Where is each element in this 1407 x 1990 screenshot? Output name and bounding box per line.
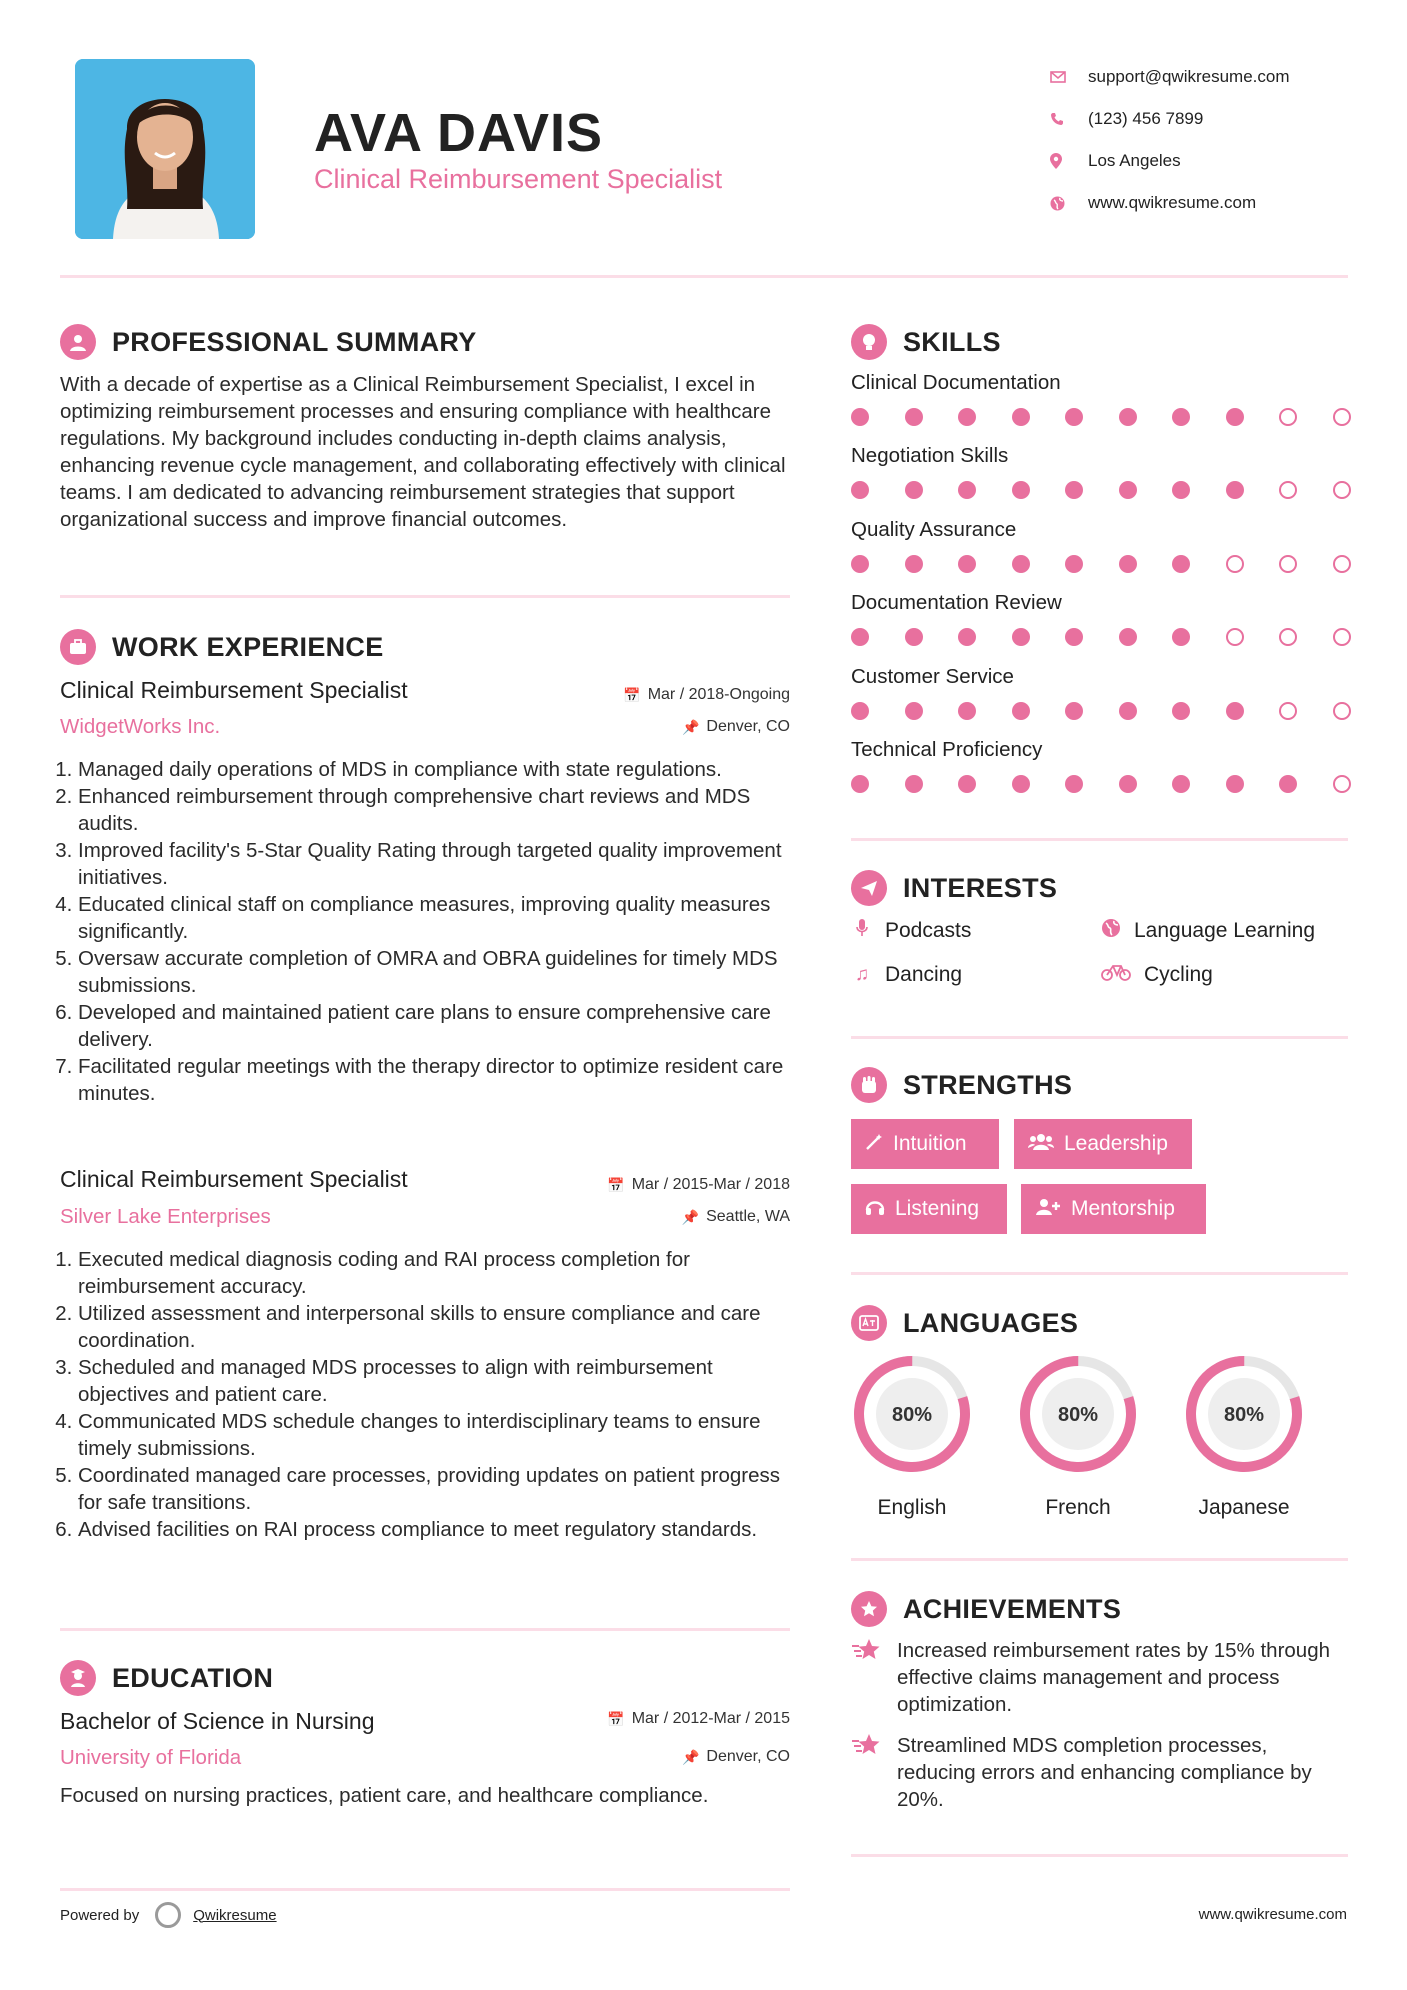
list-item: 7. Facilitated regular meetings with the therapy director to optimize resident care minutes. <box>78 1053 790 1107</box>
skill-name: Documentation Review <box>851 591 1062 615</box>
language-item <box>1182 1352 1306 1520</box>
candidate-role: Clinical Reimbursement Specialist <box>314 164 723 194</box>
job-2-location <box>480 1208 790 1226</box>
languages-divider <box>851 1558 1348 1561</box>
headphones-icon <box>865 1198 885 1221</box>
languages-title: LANGUAGES <box>903 1307 1079 1338</box>
skills-heading <box>851 324 1001 360</box>
skill-rating <box>851 775 1386 793</box>
achievements-heading <box>851 1591 1121 1627</box>
job-2-date-text: Mar / 2015-Mar / 2018 <box>631 1176 790 1193</box>
rating-dot-filled <box>958 408 976 426</box>
rating-dot-filled <box>1226 408 1244 426</box>
job-2-company: Silver Lake Enterprises <box>60 1205 271 1228</box>
strengths-title: STRENGTHS <box>903 1069 1073 1100</box>
calendar-icon: 📅 <box>623 686 641 703</box>
rating-dot-filled <box>1119 702 1137 720</box>
interest-label: Podcasts <box>885 919 972 942</box>
contact-list <box>1050 56 1380 224</box>
pushpin-icon: 📌 <box>681 718 700 735</box>
strength-label: Intuition <box>893 1132 967 1155</box>
interest-cycling <box>1100 963 1213 987</box>
contact-website-text: www.qwikresume.com <box>1088 193 1257 212</box>
interests-heading <box>851 870 1057 906</box>
experience-heading <box>60 629 384 665</box>
briefcase-icon <box>60 629 96 665</box>
star-badge-icon <box>851 1591 887 1627</box>
rating-dot-filled <box>958 481 976 499</box>
experience-title: WORK EXPERIENCE <box>112 631 384 662</box>
strengths-heading <box>851 1067 1072 1103</box>
strengths-divider <box>851 1272 1348 1275</box>
education-location <box>480 1748 790 1766</box>
achievements-divider <box>851 1854 1348 1857</box>
strength-label: Leadership <box>1064 1132 1168 1155</box>
experience-divider <box>60 1628 790 1631</box>
rating-dot-filled <box>851 408 869 426</box>
education-location-text: Denver, CO <box>706 1748 790 1765</box>
rating-dot-filled <box>1065 555 1083 573</box>
list-item: 4. Communicated MDS schedule changes to interdisciplinary teams to ensure timely submissions. <box>78 1408 790 1462</box>
contact-phone-text: (123) 456 7899 <box>1088 109 1204 128</box>
strength-chip-leadership <box>1014 1119 1192 1169</box>
rating-dot-filled <box>1172 555 1190 573</box>
rating-dot-filled <box>958 775 976 793</box>
job-1-title: Clinical Reimbursement Specialist <box>60 677 408 703</box>
list-item: 3. Improved facility's 5-Star Quality Rating through targeted quality improvement initiatives. <box>78 837 790 891</box>
education-date <box>480 1710 790 1728</box>
rating-dot-filled <box>1065 408 1083 426</box>
job-1-date-text: Mar / 2018-Ongoing <box>647 686 790 703</box>
strength-chip-mentorship <box>1021 1184 1206 1234</box>
rating-dot-filled <box>1012 775 1030 793</box>
list-item: 1. Executed medical diagnosis coding and RAI process completion for reimbursement accuracy. <box>78 1246 790 1300</box>
calendar-icon: 📅 <box>607 1710 625 1727</box>
rating-dot-empty <box>1333 481 1351 499</box>
envelope-icon <box>1050 71 1088 83</box>
rating-dot-empty <box>1279 702 1297 720</box>
achievement-item-2 <box>851 1732 1348 1813</box>
list-item: 6. Developed and maintained patient care plans to ensure comprehensive care delivery. <box>78 999 790 1053</box>
education-title: EDUCATION <box>112 1662 274 1693</box>
globe-icon <box>1050 196 1088 211</box>
footer-powered-by <box>60 1902 277 1928</box>
rating-dot-filled <box>1226 702 1244 720</box>
interests-divider <box>851 1036 1348 1039</box>
skill-name: Customer Service <box>851 664 1014 688</box>
qwikresume-logo-icon <box>155 1902 181 1928</box>
language-item <box>850 1352 974 1520</box>
powered-by-text: Powered by <box>60 1906 140 1924</box>
star-icon <box>851 1732 897 1813</box>
list-item: 2. Enhanced reimbursement through comprehensive chart reviews and MDS audits. <box>78 783 790 837</box>
rating-dot-filled <box>1012 628 1030 646</box>
interest-dancing <box>851 963 962 987</box>
interest-label: Cycling <box>1144 963 1213 986</box>
graduate-icon <box>60 1660 96 1696</box>
pushpin-icon: 📌 <box>681 1748 700 1765</box>
language-icon <box>851 1305 887 1341</box>
rating-dot-empty <box>1279 555 1297 573</box>
education-date-text: Mar / 2012-Mar / 2015 <box>631 1710 790 1727</box>
strength-chip-listening <box>851 1184 1007 1234</box>
contact-phone[interactable] <box>1050 98 1380 140</box>
rating-dot-empty <box>1226 555 1244 573</box>
rating-dot-empty <box>1333 408 1351 426</box>
rating-dot-filled <box>1226 481 1244 499</box>
user-plus-icon <box>1035 1198 1061 1221</box>
rating-dot-filled <box>905 702 923 720</box>
rating-dot-filled <box>905 408 923 426</box>
skills-title: SKILLS <box>903 326 1001 357</box>
phone-icon <box>1050 112 1088 126</box>
list-item: 2. Utilized assessment and interpersonal skills to ensure compliance and care coordination. <box>78 1300 790 1354</box>
achievement-text: Streamlined MDS completion processes, reducing errors and enhancing compliance by 20%. <box>897 1734 1312 1811</box>
bicycle-icon <box>1100 963 1132 987</box>
rating-dot-filled <box>1172 702 1190 720</box>
language-ring <box>1016 1352 1140 1476</box>
rating-dot-filled <box>1012 481 1030 499</box>
interest-label: Language Learning <box>1134 919 1316 942</box>
job-2-items <box>60 1246 790 1543</box>
rating-dot-empty <box>1333 775 1351 793</box>
contact-email[interactable] <box>1050 56 1380 98</box>
education-school: University of Florida <box>60 1746 242 1769</box>
job-2-location-text: Seattle, WA <box>706 1208 790 1225</box>
pushpin-icon: 📌 <box>681 1208 700 1225</box>
rating-dot-empty <box>1279 408 1297 426</box>
job-1-location-text: Denver, CO <box>706 718 790 735</box>
rating-dot-filled <box>1065 628 1083 646</box>
skill-rating <box>851 555 1386 573</box>
fist-icon <box>851 1067 887 1103</box>
job-1-company: WidgetWorks Inc. <box>60 715 221 738</box>
strength-label: Mentorship <box>1071 1197 1175 1220</box>
language-percent: 80% <box>891 1404 933 1426</box>
rating-dot-filled <box>1012 408 1030 426</box>
education-divider <box>60 1888 790 1891</box>
skill-name: Negotiation Skills <box>851 444 1009 468</box>
star-icon <box>851 1637 897 1718</box>
skill-name: Technical Proficiency <box>851 738 1043 761</box>
summary-text: With a decade of expertise as a Clinical Reimbursement Specialist, I excel in optimizing reimbursement processes and ensuring compliance with healthcare regulations. My background includes conducting in-depth claims analysis, enhancing revenue cycle management, and collaborating effectively with clinical teams. I am dedicated to advancing reimbursement strategies that support organizational success and improve financial outcomes. <box>60 373 786 531</box>
education-heading <box>60 1660 273 1696</box>
rating-dot-empty <box>1279 481 1297 499</box>
contact-email-text: support@qwikresume.com <box>1088 67 1290 86</box>
summary-heading <box>60 324 477 360</box>
rating-dot-empty <box>1279 628 1297 646</box>
job-2-title: Clinical Reimbursement Specialist <box>60 1166 408 1192</box>
music-note-icon: ♫ <box>854 964 870 985</box>
rating-dot-filled <box>1119 481 1137 499</box>
rating-dot-filled <box>958 628 976 646</box>
rating-dot-filled <box>1119 628 1137 646</box>
lightbulb-icon <box>851 324 887 360</box>
rating-dot-filled <box>1172 628 1190 646</box>
language-percent: 80% <box>1057 1404 1099 1426</box>
rating-dot-filled <box>1012 702 1030 720</box>
profile-photo <box>75 59 255 239</box>
rating-dot-filled <box>1172 408 1190 426</box>
rating-dot-filled <box>1172 775 1190 793</box>
rating-dot-filled <box>1065 481 1083 499</box>
rating-dot-filled <box>1119 555 1137 573</box>
rating-dot-filled <box>905 481 923 499</box>
rating-dot-filled <box>905 775 923 793</box>
achievement-text: Increased reimbursement rates by 15% through effective claims management and process optimization. <box>897 1639 1331 1716</box>
rating-dot-filled <box>958 555 976 573</box>
calendar-icon: 📅 <box>607 1176 625 1193</box>
language-ring <box>1182 1352 1306 1476</box>
list-item: 5. Coordinated managed care processes, providing updates on patient progress for safe transitions. <box>78 1462 790 1516</box>
list-item: 1. Managed daily operations of MDS in compliance with state regulations. <box>78 756 790 783</box>
rating-dot-filled <box>1012 555 1030 573</box>
rating-dot-filled <box>1119 775 1137 793</box>
location-pin-icon <box>1050 153 1088 169</box>
rating-dot-filled <box>1065 702 1083 720</box>
rating-dot-filled <box>1279 775 1297 793</box>
languages-heading <box>851 1305 1078 1341</box>
language-name: French <box>1045 1496 1111 1519</box>
skill-rating <box>851 628 1386 646</box>
rating-dot-filled <box>1065 775 1083 793</box>
rating-dot-filled <box>1119 408 1137 426</box>
rating-dot-filled <box>905 628 923 646</box>
contact-location <box>1050 140 1380 182</box>
skill-rating <box>851 702 1386 720</box>
education-text: Focused on nursing practices, patient care, and healthcare compliance. <box>60 1784 709 1807</box>
rating-dot-filled <box>851 481 869 499</box>
strength-label: Listening <box>895 1197 980 1220</box>
job-1-location <box>480 718 790 736</box>
strength-chip-intuition <box>851 1119 999 1169</box>
footer-site-link[interactable]: www.qwikresume.com <box>1198 1906 1347 1923</box>
users-icon <box>1028 1133 1054 1156</box>
skill-rating <box>851 408 1386 426</box>
rating-dot-filled <box>851 555 869 573</box>
language-percent: 80% <box>1223 1404 1265 1426</box>
rating-dot-empty <box>1226 628 1244 646</box>
magic-wand-icon <box>865 1133 883 1156</box>
rating-dot-empty <box>1333 628 1351 646</box>
rating-dot-empty <box>1333 555 1351 573</box>
rating-dot-filled <box>851 702 869 720</box>
list-item: 4. Educated clinical staff on compliance measures, improving quality measures significantly. <box>78 891 790 945</box>
skill-name: Quality Assurance <box>851 517 1017 541</box>
interests-title: INTERESTS <box>903 872 1058 903</box>
achievements-title: ACHIEVEMENTS <box>903 1593 1122 1624</box>
skill-rating <box>851 481 1386 499</box>
education-degree: Bachelor of Science in Nursing <box>60 1708 375 1734</box>
interest-language-learning <box>1100 918 1315 944</box>
rating-dot-filled <box>905 555 923 573</box>
header-divider <box>60 275 1348 278</box>
list-item: 6. Advised facilities on RAI process compliance to meet regulatory standards. <box>78 1516 790 1543</box>
list-item: 5. Oversaw accurate completion of OMRA and OBRA guidelines for timely MDS submissions. <box>78 945 790 999</box>
language-name: English <box>877 1496 947 1519</box>
rating-dot-filled <box>851 775 869 793</box>
brand-link[interactable]: Qwikresume <box>193 1906 277 1924</box>
user-icon <box>60 324 96 360</box>
language-item <box>1016 1352 1140 1520</box>
summary-title: PROFESSIONAL SUMMARY <box>112 326 477 357</box>
list-item: 3. Scheduled and managed MDS processes to align with reimbursement objectives and patient care. <box>78 1354 790 1408</box>
achievement-item-1 <box>851 1637 1348 1718</box>
rating-dot-filled <box>958 702 976 720</box>
microphone-icon <box>851 918 873 944</box>
rating-dot-empty <box>1333 702 1351 720</box>
skills-divider <box>851 838 1348 841</box>
interest-podcasts <box>851 918 971 944</box>
rating-dot-filled <box>851 628 869 646</box>
rating-dot-filled <box>1172 481 1190 499</box>
candidate-name: AVA DAVIS <box>314 103 604 163</box>
job-1-date <box>480 686 790 704</box>
job-2-date <box>480 1176 790 1194</box>
interest-label: Dancing <box>885 963 963 986</box>
summary-divider <box>60 595 790 598</box>
globe-icon <box>1100 918 1122 944</box>
skill-name: Clinical Documentation <box>851 371 1061 394</box>
language-ring <box>850 1352 974 1476</box>
job-1-items <box>60 756 790 1107</box>
contact-website[interactable] <box>1050 182 1380 224</box>
paper-plane-icon <box>851 870 887 906</box>
rating-dot-filled <box>1226 775 1244 793</box>
language-name: Japanese <box>1198 1496 1290 1519</box>
contact-location-text: Los Angeles <box>1088 151 1181 170</box>
